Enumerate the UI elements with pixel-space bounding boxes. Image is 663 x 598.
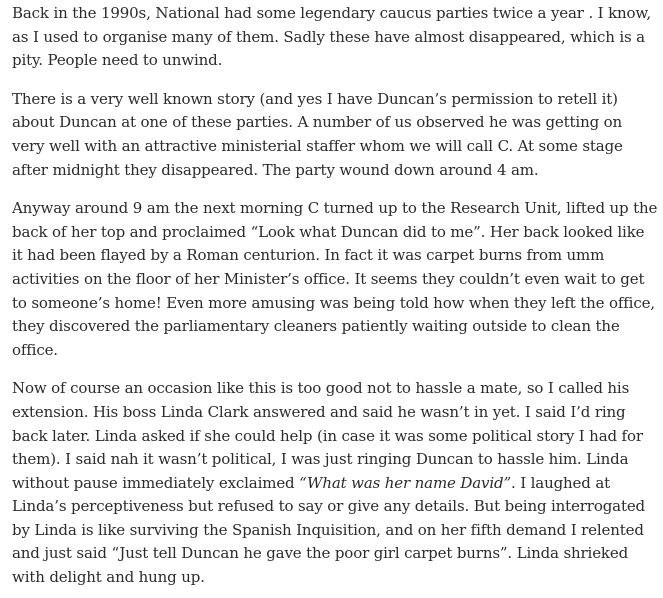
paragraph-4-text-end: . I laughed at Linda’s perceptiveness but refused to say or give any details. But being interrogated by Linda is like surviving the Spanish Inquisition, and on her fifth demand I relented and just said “Just tell Duncan he gave the poor girl carpet burns”. Linda shrieked with delight and hung up. (12, 473, 646, 587)
paragraph-1-text: Back in the 1990s, National had some legendary caucus parties twice a year . I know, as I used to organise many of them. Sadly these have almost disappeared, which is a pity. People need to unwind. (12, 4, 651, 70)
paragraph-3 (12, 197, 659, 362)
paragraph-4-text-start: Now of course an occasion like this is too good not to hassle a mate, so I called his extension. His boss Linda Clark answered and said he wasn’t in yet. I said I’d ring back later. Linda asked if she could help (in case it was some political story I had for them). I said nah it wasn’t political, I was just ringing Duncan to hassle him. Linda without pause immediately exclaimed (12, 379, 643, 492)
paragraph-4-quote: “What was her name David” (299, 473, 511, 492)
paragraph-2 (12, 88, 659, 182)
paragraph-4 (12, 377, 659, 589)
paragraph-1 (12, 2, 659, 73)
paragraph-3-text: Anyway around 9 am the next morning C turned up to the Research Unit, lifted up the back of her top and proclaimed “Look what Duncan did to me”. Her back looked like it had been flayed by a Roman centurion. In fact it was carpet burns from umm activities on the floor of her Minister’s office. It seems they couldn’t even wait to get to someone’s home! Even more amusing was being told how when they left the office, they discovered the parliamentary cleaners patiently waiting outside to clean the office. (12, 199, 658, 359)
paragraph-2-text: There is a very well known story (and yes I have Duncan’s permission to retell it) about Duncan at one of these parties. A number of us observed he was getting on very well with an attractive ministerial staffer whom we will call C. At some stage after midnight they disappeared. The party wound down around 4 am. (12, 89, 623, 179)
